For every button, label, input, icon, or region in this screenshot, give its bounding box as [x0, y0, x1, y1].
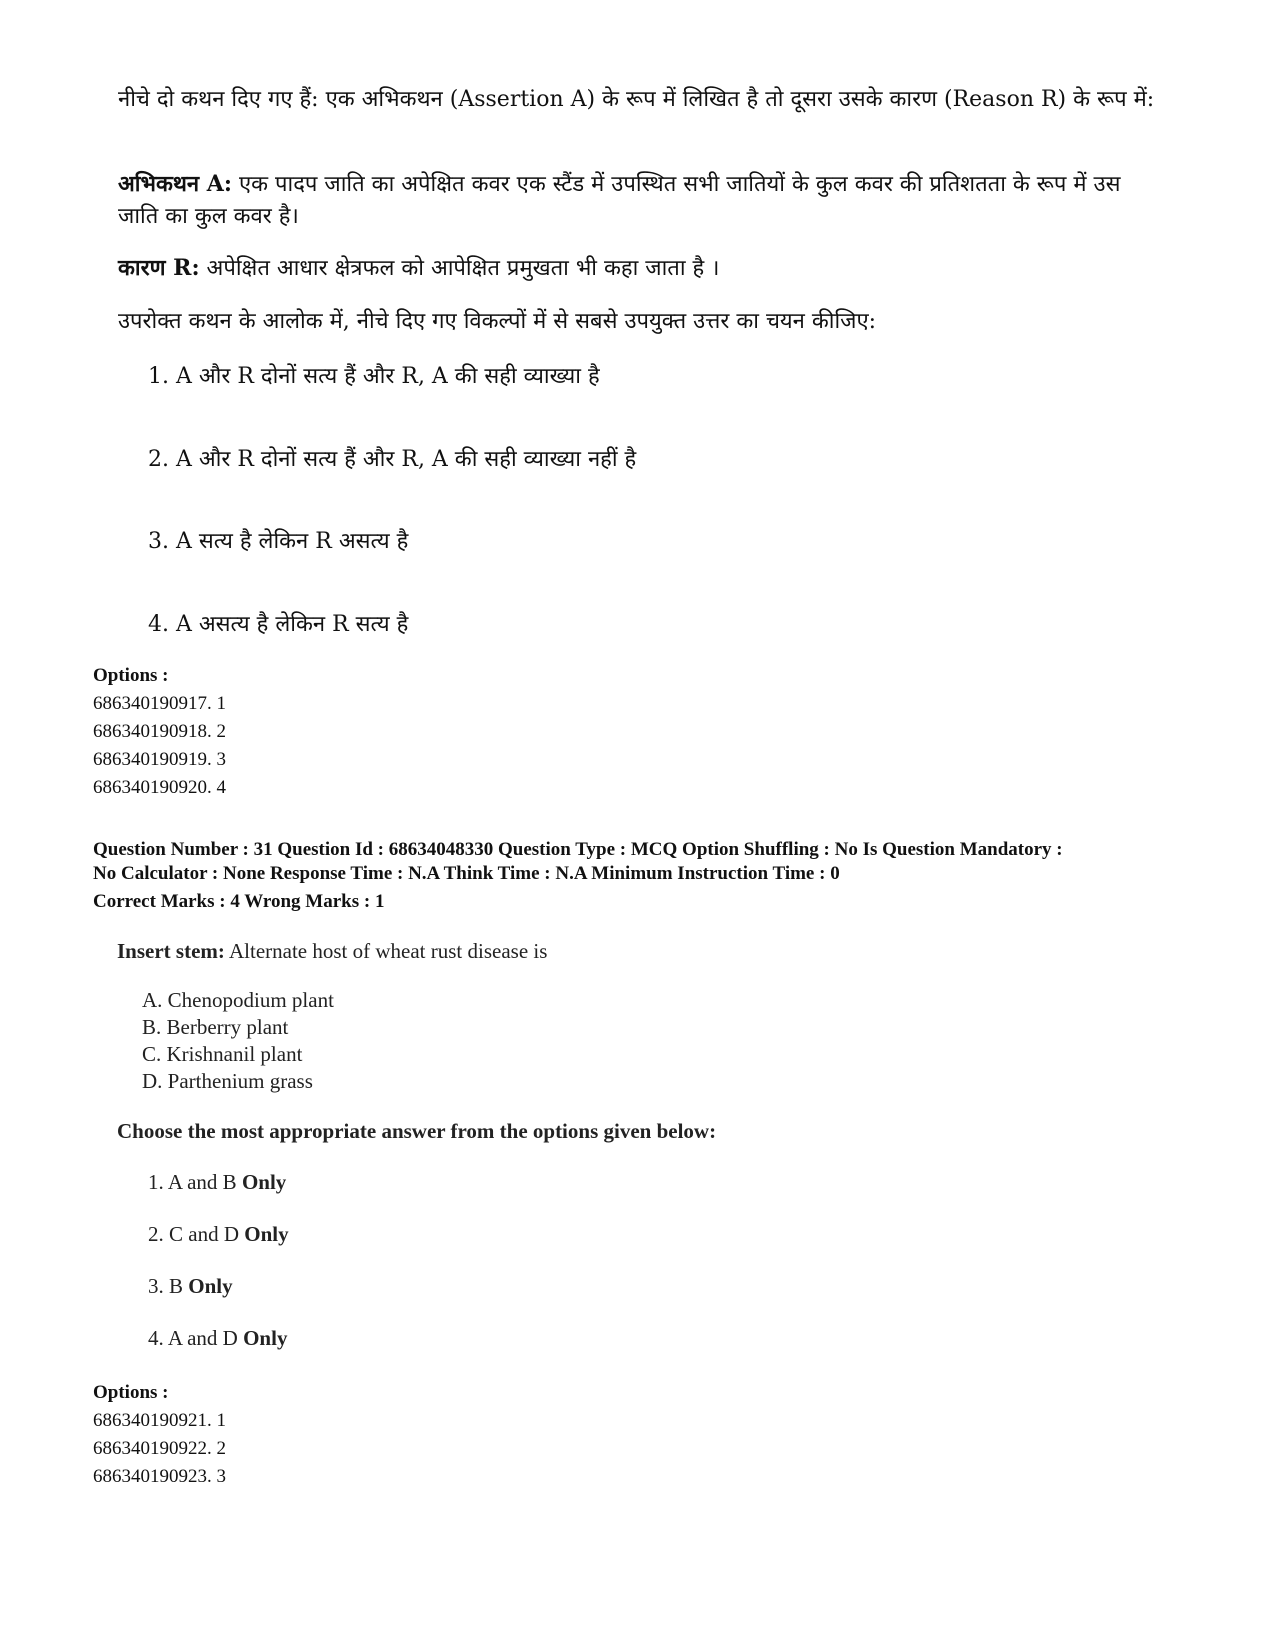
- assertion-label: अभिकथन A:: [118, 171, 232, 197]
- q30-choice-3: 3. A सत्य है लेकिन R असत्य है: [148, 529, 409, 554]
- stem-text: Alternate host of wheat rust disease is: [224, 939, 548, 963]
- q31-item-a: A. Chenopodium plant: [142, 988, 334, 1012]
- q30-choice-2: 2. A और R दोनों सत्य हैं और R, A की सही व्याख्या नहीं है: [148, 447, 637, 472]
- q31-meta-line1: Question Number : 31 Question Id : 68634048330 Question Type : MCQ Option Shuffling : No Is Question Mandatory :: [93, 839, 1063, 860]
- answer-1-text: 1. A and B: [148, 1170, 242, 1194]
- stem-label: Insert stem:: [117, 939, 225, 963]
- q31-meta-line2: No Calculator : None Response Time : N.A Think Time : N.A Minimum Instruction Time : 0: [93, 863, 840, 884]
- q31-answer-4: [148, 1326, 287, 1351]
- q30-reason: [118, 252, 1158, 285]
- q31-options-heading: Options :: [93, 1382, 169, 1403]
- reason-text: अपेक्षित आधार क्षेत्रफल को आपेक्षित प्रमुखता भी कहा जाता है ।: [199, 256, 720, 281]
- answer-3-only: Only: [188, 1274, 233, 1298]
- q30-options-heading: Options :: [93, 665, 169, 686]
- q31-marks: Correct Marks : 4 Wrong Marks : 1: [93, 891, 385, 912]
- answer-2-only: Only: [244, 1222, 289, 1246]
- q31-item-b: B. Berberry plant: [142, 1015, 289, 1039]
- answer-4-text: 4. A and D: [148, 1326, 244, 1350]
- answer-3-text: 3. B: [148, 1274, 189, 1298]
- q31-answer-3: [148, 1274, 233, 1299]
- q31-choose-instruction: Choose the most appropriate answer from the options given below:: [117, 1119, 717, 1143]
- q30-assertion: [118, 168, 1158, 233]
- answer-1-only: Only: [241, 1170, 287, 1194]
- q30-option-3: 686340190919. 3: [93, 749, 226, 770]
- q30-instruction: उपरोक्त कथन के आलोक में, नीचे दिए गए विकल्पों में से सबसे उपयुक्त उत्तर का चयन कीजिए:: [118, 309, 877, 334]
- reason-label: कारण R:: [118, 255, 200, 281]
- q31-option-1: 686340190921. 1: [93, 1410, 226, 1431]
- q31-item-d: D. Parthenium grass: [142, 1069, 313, 1093]
- q30-option-2: 686340190918. 2: [93, 721, 226, 742]
- q31-option-2: 686340190922. 2: [93, 1438, 226, 1459]
- q30-option-1: 686340190917. 1: [93, 693, 226, 714]
- q31-stem: [117, 939, 547, 964]
- q30-choice-1: 1. A और R दोनों सत्य हैं और R, A की सही व्याख्या है: [148, 364, 600, 389]
- q31-answer-1: [148, 1170, 286, 1195]
- answer-2-text: 2. C and D: [148, 1222, 245, 1246]
- q30-intro: नीचे दो कथन दिए गए हैं: एक अभिकथन (Assertion A) के रूप में लिखित है तो दूसरा उसके कारण (Reason R) के रूप में:: [118, 87, 1155, 112]
- q30-option-4: 686340190920. 4: [93, 777, 226, 798]
- q31-answer-2: [148, 1222, 289, 1247]
- assertion-text: एक पादप जाति का अपेक्षित कवर एक स्टैंड में उपस्थित सभी जातियों के कुल कवर की प्रतिशतता के रूप में उस जाति का कुल कवर है।: [118, 172, 1121, 229]
- q31-item-c: C. Krishnanil plant: [142, 1042, 303, 1066]
- q31-option-3: 686340190923. 3: [93, 1466, 226, 1487]
- q30-choice-4: 4. A असत्य है लेकिन R सत्य है: [148, 612, 409, 637]
- answer-4-only: Only: [243, 1326, 288, 1350]
